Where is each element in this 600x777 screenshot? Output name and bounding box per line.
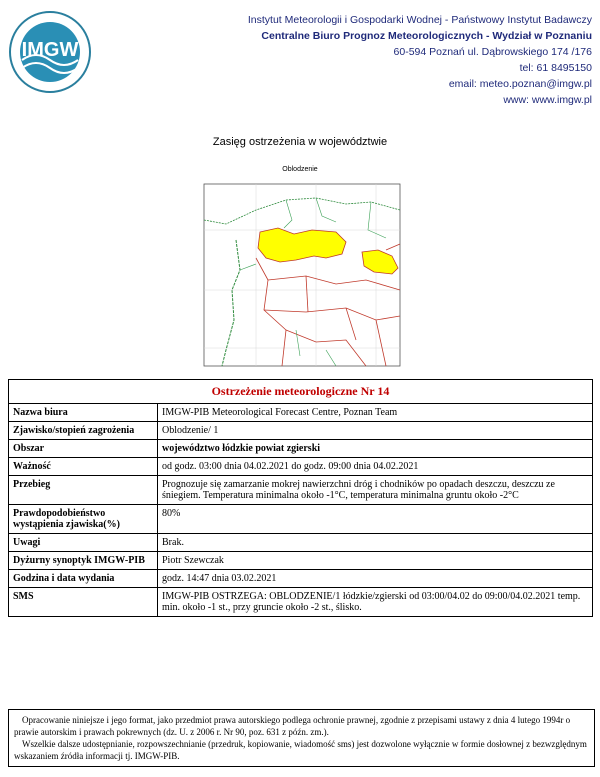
email[interactable]: email: meteo.poznan@imgw.pl (448, 78, 592, 90)
table-row (9, 552, 593, 570)
table-row (9, 476, 593, 505)
logo-text: IMGW (21, 39, 79, 61)
warning-table (8, 379, 593, 617)
office-name: Centralne Biuro Prognoz Meteorologicznych - Wydział w Poznaniu (261, 30, 592, 42)
warning-title: Ostrzeżenie meteorologiczne Nr 14 (9, 380, 593, 404)
row-value: województwo łódzkie powiat zgierski (158, 440, 593, 458)
map-frame (204, 184, 400, 366)
row-label: Prawdopodobieństwo wystąpienia zjawiska(%) (9, 505, 158, 534)
table-row (9, 404, 593, 422)
address: 60-594 Poznań ul. Dąbrowskiego 174 /176 (393, 46, 592, 58)
map-subtitle: Oblodzenie (282, 166, 318, 173)
row-label: Godzina i data wydania (9, 570, 158, 588)
row-value: Brak. (158, 534, 593, 552)
row-label: Nazwa biura (9, 404, 158, 422)
table-row (9, 588, 593, 617)
copyright-notice (8, 709, 595, 767)
imgw-logo (8, 10, 92, 94)
row-value: Prognozuje się zamarzanie mokrej nawierzchni dróg i chodników po opadach deszczu, deszczu ze śniegiem. Temperatura minimalna około -1°C, temperatura minimalna gruntu około -2°C (158, 476, 593, 505)
row-value: IMGW-PIB Meteorological Forecast Centre, Poznan Team (158, 404, 593, 422)
table-row (9, 440, 593, 458)
copyright-para-2: Wszelkie dalsze udostępnianie, rozpowszechnianie (przedruk, kopiowanie, wiadomość sms) jest dozwolone wyłącznie w formie dosłownej z bezwzględnym wskazaniem źródła informacji tj. IMGW-PIB. (14, 739, 587, 761)
table-row (9, 505, 593, 534)
table-row (9, 458, 593, 476)
website[interactable]: www: www.imgw.pl (503, 94, 592, 106)
row-label: SMS (9, 588, 158, 617)
row-label: Ważność (9, 458, 158, 476)
institute-name: Instytut Meteorologii i Gospodarki Wodnej - Państwowy Instytut Badawczy (247, 14, 592, 26)
row-value: Piotr Szewczak (158, 552, 593, 570)
row-value: Oblodzenie/ 1 (158, 422, 593, 440)
table-row (9, 534, 593, 552)
row-value: od godz. 03:00 dnia 04.02.2021 do godz. 09:00 dnia 04.02.2021 (158, 458, 593, 476)
row-label: Zjawisko/stopień zagrożenia (9, 422, 158, 440)
copyright-para-1: Opracowanie niniejsze i jego format, jako przedmiot prawa autorskiego podlega ochronie prawnej, zgodnie z przepisami ustawy z dnia 4 lutego 1994r o prawie autorskim i prawach pokrewnych (dz. U. z 2006 r. Nr 90, poz. 631 z późn. zm.). (14, 715, 571, 737)
row-label: Obszar (9, 440, 158, 458)
row-label: Uwagi (9, 534, 158, 552)
row-value: IMGW-PIB OSTRZEGA: OBLODZENIE/1 łódzkie/zgierski od 03:00/04.02 do 09:00/04.02.2021 temp. min. około -1 st., przy gruncie około -2 st., ślisko. (158, 588, 593, 617)
row-label: Przebieg (9, 476, 158, 505)
map-title: Zasięg ostrzeżenia w województwie (212, 136, 388, 148)
phone: tel: 61 8495150 (519, 62, 592, 74)
header-info (192, 12, 592, 108)
table-row (9, 422, 593, 440)
warning-map (196, 180, 406, 378)
table-row (9, 570, 593, 588)
row-label: Dyżurny synoptyk IMGW-PIB (9, 552, 158, 570)
row-value: godz. 14:47 dnia 03.02.2021 (158, 570, 593, 588)
row-value: 80% (158, 505, 593, 534)
